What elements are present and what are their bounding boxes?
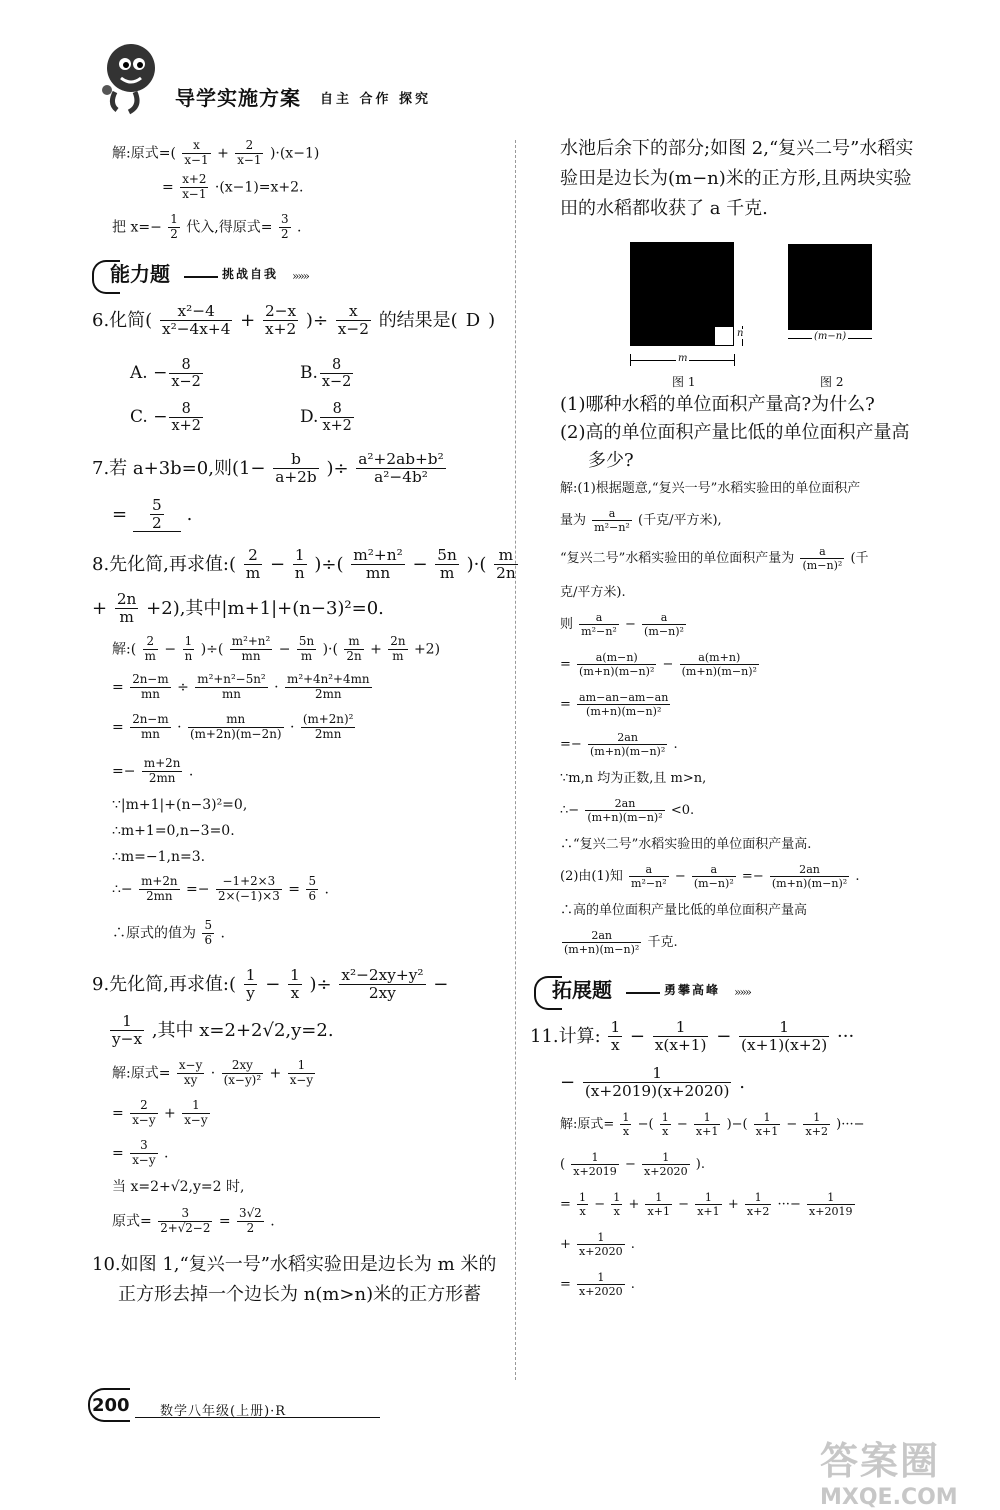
option-b: B. $\frac{8}{x-2}$ <box>300 356 352 391</box>
mascot-icon <box>95 40 165 115</box>
option-d: D. $\frac{8}{x+2}$ <box>300 400 352 435</box>
footer-title: 数学八年级(上册)·R <box>160 1404 287 1419</box>
section-ability <box>92 260 504 294</box>
footer-line <box>135 1417 380 1418</box>
dim-n: n <box>737 328 744 339</box>
page-header <box>95 40 515 120</box>
question-10: 10.如图 1,“复兴一号”水稻实验田是边长为 m 米的 正方形去掉一个边长为 n(m>n)米的正方形蓄 <box>92 1253 497 1305</box>
question-6: 6.化简( $\frac{\text{x²−4}}{\text{x²−4x+4}}$ + $\frac{2-x}{x+2}$ )÷ $\frac{x}{x-2}$ 的结果是( D ) A. − $\frac{8}{x-2}$ B. $\frac{8}{x-2}$ C. − $\frac{8}{x+2}$ D. $\frac{8}{x+2}$ <box>92 304 504 440</box>
figure-1-label: 图 1 <box>672 375 696 389</box>
figure-2-square <box>788 244 872 330</box>
right-column: 水池后余下的部分;如图 2,“复兴二号”水稻实 验田是边长为(m−n)米的正方形,且两块实验 田的水稻都收获了 a 千克. m n 图 1 (m−n) 图 2 (1)哪种水稻的单位面积产量高?为什么? (2)高的单位面积产量比低的单位面积产量高 多少? 解:(1)根据题意,“复兴一号”水稻实验田的单位面积产 量为 $\frac{a}{\text{m²−n²}}$ (千克/平方米), “复兴二号”水稻实验田的单位面积产量为 $\frac{a}{\text{(m−n)²}}$ (千 克/平方米). 则 $\frac{a}{\text{m²−n²}}$ − $\frac{a}{\text{(m−n)²}}$ = $\frac{a(m-n)}{\text{(m+n)(m−n)²}}$ − $\frac{a(m+n)}{\text{(m+n)(m−n)²}}$ = $\frac{am-an-am-an}{\text{(m+n)(m−n)²}}$ =− $\frac{2an}{\text{(m+n)(m−n)²}}$ . ∵m,n 均为正数,且 m>n, ∴− $\frac{2an}{\text{(m+n)(m−n)²}}$ <0. ∴“复兴二号”水稻实验田的单位面积产量高. (2)由(1)知 $\frac{a}{\text{m²−n²}}$ − $\frac{a}{\text{(m−n)²}}$ =− $\frac{2an}{\text{(m+n)(m−n)²}}$ . ∴高的单位面积产量比低的单位面积产量高 $\frac{2an}{\text{(m+n)(m−n)²}}$ 千克. 拓展题 勇攀高峰 »»» 11.计算: $\frac{1}{x}$ − $\frac{1}{x(x+1)}$ − $\frac{1}{(x+1)(x+2)}$ ··· − $\frac{1}{(x+2019)(x+2020)}$ . 解:原式= $\frac{1}{x}$ −( $\frac{1}{x}$ − $\frac{1}{x+1}$ )−( $\frac{1}{x+1}$ − $\frac{1}{x+2}$ )···− ( $\frac{1}{x+2019}$ − $\frac{1}{x+2020}$ ). = $\frac{1}{x}$ − $\frac{1}{x}$ + $\frac{1}{x+1}$ − $\frac{1}{x+1}$ + $\frac{1}{x+2}$ ···− $\frac{1}{x+2019}$ + $\frac{1}{x+2020}$ . = $\frac{1}{x+2020}$ . <box>530 140 950 1312</box>
figure-2-label: 图 2 <box>820 375 844 389</box>
chevrons-icon: »»» <box>734 985 751 999</box>
section-title: 拓展题 <box>552 978 612 1002</box>
section-title: 能力题 <box>110 262 170 286</box>
q10-part2: (2)高的单位面积产量比低的单位面积产量高 <box>560 422 910 443</box>
watermark-text: 答案圈 <box>820 1439 941 1483</box>
dim-m: m <box>678 353 688 364</box>
figure-1-notch <box>714 326 734 346</box>
question-7: 7.若 a+3b=0,则(1− $\frac{b}{a+2b}$ )÷ $\frac{\text{a²+2ab+b²}}{\text{a²−4b²}}$ = $\frac{5}{2}$ . <box>92 449 444 532</box>
left-column <box>92 138 516 1316</box>
column-divider <box>515 140 516 1380</box>
q5-solution: 解:原式=( $\frac{x}{x-1}$ + $\frac{2}{x-1}$ )·(x−1) = $\frac{x+2}{x-1}$ ·(x−1)=x+2. 把 x=− $\frac{1}{2}$ 代入,得原式= $\frac{3}{2}$ . <box>112 138 320 241</box>
q9-solution: 解:原式= $\frac{x-y}{xy}$ · $\frac{2xy}{\text{(x−y)²}}$ + $\frac{1}{x-y}$ = $\frac{2}{x-y}$ + $\frac{1}{x-y}$ = $\frac{3}{x-y}$ . 当 x=2+√2,y=2 时, 原式= $\frac{3}{2+√2-2}$ = $\frac{3√2}{2}$ . <box>112 1057 314 1235</box>
option-c: C. − $\frac{8}{x+2}$ <box>130 400 201 435</box>
answer-q6: D <box>465 309 481 331</box>
watermark <box>820 1430 958 1510</box>
answer-q7: $\frac{5}{2}$ <box>133 498 181 533</box>
dim-m-minus-n: (m−n) <box>814 331 847 342</box>
section-motto: 勇攀高峰 <box>664 983 721 997</box>
brand-title: 导学实施方案 <box>175 86 301 110</box>
question-10-continued: 水池后余下的部分;如图 2,“复兴二号”水稻实 验田是边长为(m−n)米的正方形,且两块实验 田的水稻都收获了 a 千克. <box>560 138 914 219</box>
q11-solution: 解:原式= $\frac{1}{x}$ −( $\frac{1}{x}$ − $\frac{1}{x+1}$ )−( $\frac{1}{x+1}$ − $\frac{1}{x+2}$ )···− ( $\frac{1}{x+2019}$ − $\frac{1}{x+2020}$ ). = $\frac{1}{x}$ − $\frac{1}{x}$ + $\frac{1}{x+1}$ − $\frac{1}{x+1}$ + $\frac{1}{x+2}$ ···− $\frac{1}{x+2019}$ + $\frac{1}{x+2020}$ . = $\frac{1}{x+2020}$ . <box>560 1111 865 1299</box>
section-motto: 挑战自我 <box>222 267 279 281</box>
option-a: A. − $\frac{8}{x-2}$ <box>130 356 201 391</box>
chevrons-icon: »»» <box>292 269 309 283</box>
q6-options <box>130 352 490 440</box>
section-extension <box>534 976 950 1010</box>
question-9: 9.先化简,再求值:( $\frac{1}{y}$ − $\frac{1}{x}$ )÷ $\frac{\text{x²−2xy+y²}}{2xy}$ − $\frac{1}{y-x}$ ,其中 x=2+2√2,y=2. <box>92 965 449 1048</box>
page-number: 200 <box>92 1395 130 1416</box>
q10-solution: 解:(1)根据题意,“复兴一号”水稻实验田的单位面积产 量为 $\frac{a}{\text{m²−n²}}$ (千克/平方米), “复兴二号”水稻实验田的单位面积产量为 $\frac{a}{\text{(m−n)²}}$ (千 克/平方米). 则 $\frac{a}{\text{m²−n²}}$ − $\frac{a}{\text{(m−n)²}}$ = $\frac{a(m-n)}{\text{(m+n)(m−n)²}}$ − $\frac{a(m+n)}{\text{(m+n)(m−n)²}}$ = $\frac{am-an-am-an}{\text{(m+n)(m−n)²}}$ =− $\frac{2an}{\text{(m+n)(m−n)²}}$ . ∵m,n 均为正数,且 m>n, ∴− $\frac{2an}{\text{(m+n)(m−n)²}}$ <0. ∴“复兴二号”水稻实验田的单位面积产量高. (2)由(1)知 $\frac{a}{\text{m²−n²}}$ − $\frac{a}{\text{(m−n)²}}$ =− $\frac{2an}{\text{(m+n)(m−n)²}}$ . ∴高的单位面积产量比低的单位面积产量高 $\frac{2an}{\text{(m+n)(m−n)²}}$ 千克. <box>560 481 869 957</box>
q10-part1: (1)哪种水稻的单位面积产量高?为什么? <box>560 394 875 415</box>
q8-solution: 解:( $\frac{2}{m}$ − $\frac{1}{n}$ )÷( $\frac{\text{m²+n²}}{mn}$ − $\frac{5n}{m}$ )·( $\frac{m}{2n}$ + $\frac{2n}{m}$ +2) = $\frac{2n-m}{mn}$ ÷ $\frac{\text{m²+n²−5n²}}{mn}$ · $\frac{\text{m²+4n²+4mn}}{2mn}$ = $\frac{2n-m}{mn}$ · $\frac{mn}{(m+2n)(m-2n)}$ · $\frac{\text{(m+2n)²}}{2mn}$ =− $\frac{m+2n}{2mn}$ . ∵|m+1|+(n−3)²=0, ∴m+1=0,n−3=0. ∴m=−1,n=3. ∴− $\frac{m+2n}{2mn}$ =− $\frac{-1+2\times 3}{2\times(-1)\times 3}$ = $\frac{5}{6}$ . ∴原式的值为 $\frac{5}{6}$ . <box>112 633 441 947</box>
question-8: 8.先化简,再求值:( $\frac{2}{m}$ − $\frac{1}{n}$ )÷( $\frac{\text{m²+n²}}{mn}$ − $\frac{5n}{m}$ )·( $\frac{m}{2n}$ + $\frac{2n}{m}$ +2),其中|m+1|+(n−3)²=0. <box>92 545 516 626</box>
watermark-url: MXQE.COM <box>820 1485 958 1510</box>
figures <box>530 242 950 392</box>
brand-subtitle: 自主 合作 探究 <box>320 92 432 107</box>
question-11: 11.计算: $\frac{1}{x}$ − $\frac{1}{x(x+1)}$ − $\frac{1}{(x+1)(x+2)}$ ··· − $\frac{1}{(x+2019)(x+2020)}$ . <box>530 1018 855 1101</box>
